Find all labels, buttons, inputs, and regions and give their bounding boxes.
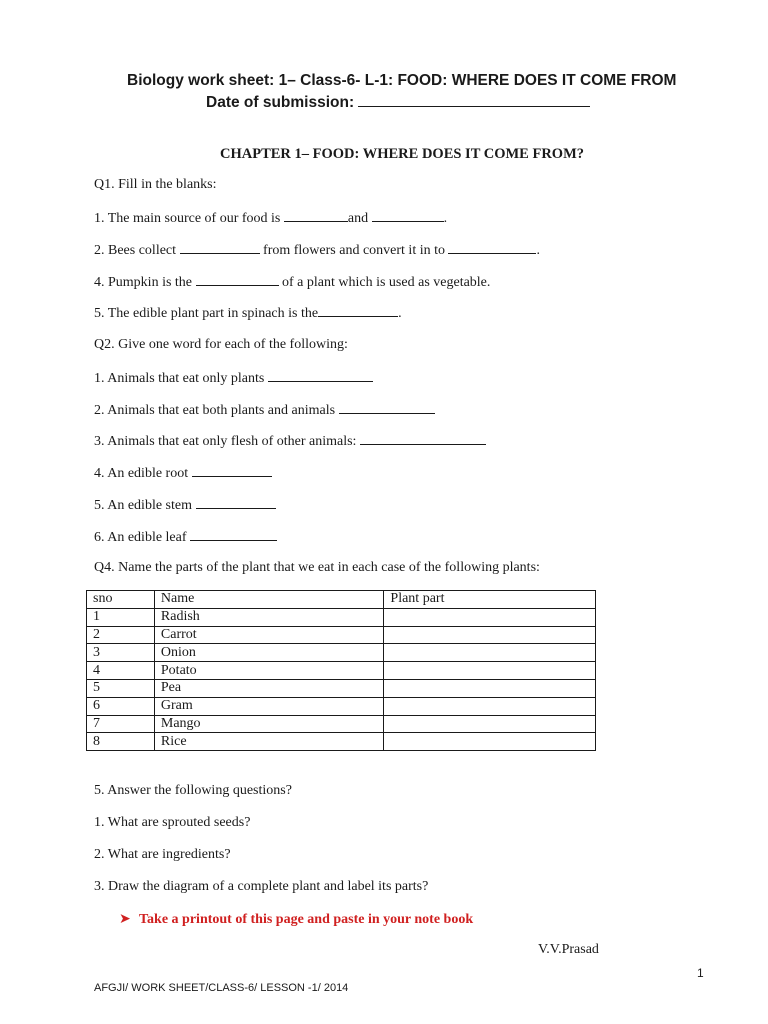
- q1-item-2-blank-1: [180, 241, 260, 254]
- q1-item-4-blank: [318, 304, 398, 317]
- table-row: [87, 715, 596, 733]
- q2-item-3-text: 3. Animals that eat only flesh of other animals:: [94, 434, 360, 449]
- page-footer: AFGJI/ WORK SHEET/CLASS-6/ LESSON -1/ 2014: [94, 982, 349, 994]
- table-cell-name: Carrot: [154, 626, 384, 644]
- table-cell-name: Rice: [154, 733, 384, 751]
- q1-item-2-blank-2: [448, 241, 536, 254]
- q1-item-3-text: 4. Pumpkin is the: [94, 275, 196, 290]
- q4-title: Q4. Name the parts of the plant that we eat in each case of the following plants:: [94, 560, 540, 575]
- table-header-plant-part: Plant part: [384, 591, 596, 609]
- table-cell-name: Radish: [154, 608, 384, 626]
- q5-item-1: 1. What are sprouted seeds?: [94, 815, 251, 830]
- q2-item-1: [94, 369, 373, 387]
- table-cell-plant-part: [384, 644, 596, 662]
- plant-parts-table: [86, 590, 596, 751]
- q1-item-1-blank-1: [284, 209, 348, 222]
- page-number: 1: [697, 966, 704, 980]
- q2-item-6-text: 6. An edible leaf: [94, 530, 191, 545]
- submission-date-blank: [358, 94, 590, 107]
- table-cell-name: Pea: [154, 679, 384, 697]
- table-row: [87, 679, 596, 697]
- table-cell-sno: 8: [87, 733, 155, 751]
- printout-note-text: Take a printout of this page and paste in your note book: [139, 912, 474, 927]
- table-cell-name: Onion: [154, 644, 384, 662]
- table-cell-sno: 2: [87, 626, 155, 644]
- q5-item-3: 3. Draw the diagram of a complete plant and label its parts?: [94, 879, 429, 894]
- q1-item-4-text: 5. The edible plant part in spinach is the: [94, 306, 319, 321]
- q1-item-3-text-2: of a plant which is used as vegetable.: [278, 275, 491, 290]
- table-cell-plant-part: [384, 715, 596, 733]
- q2-item-5-blank: [196, 496, 276, 509]
- q5-item-2: 2. What are ingredients?: [94, 847, 231, 862]
- table-cell-sno: 3: [87, 644, 155, 662]
- table-cell-plant-part: [384, 626, 596, 644]
- arrow-bullet-icon: ➤: [119, 912, 131, 927]
- table-row: [87, 644, 596, 662]
- q2-title: Q2. Give one word for each of the following:: [94, 337, 348, 352]
- table-row: [87, 733, 596, 751]
- table-header-name: Name: [154, 591, 384, 609]
- chapter-title: CHAPTER 1– FOOD: WHERE DOES IT COME FROM?: [220, 146, 585, 162]
- q2-item-6: [94, 528, 277, 546]
- q1-item-1-text-2: and: [347, 211, 372, 226]
- q1-item-1-end: .: [443, 211, 448, 226]
- table-row: [87, 626, 596, 644]
- table-cell-sno: 4: [87, 662, 155, 680]
- q1-item-1-blank-2: [372, 209, 444, 222]
- q2-item-3-blank: [360, 432, 486, 445]
- teacher-signature: V.V.Prasad: [538, 942, 599, 957]
- q2-item-2-blank: [339, 401, 435, 414]
- q1-item-2-text-2: from flowers and convert it in to: [259, 243, 449, 258]
- q1-title: Q1. Fill in the blanks:: [94, 177, 217, 192]
- q2-item-1-text: 1. Animals that eat only plants: [94, 371, 268, 386]
- q2-item-4-blank: [192, 464, 272, 477]
- table-row: [87, 662, 596, 680]
- table-cell-plant-part: [384, 697, 596, 715]
- table-row: [87, 608, 596, 626]
- q1-item-2: [94, 241, 540, 259]
- submission-date-line: [206, 94, 590, 112]
- table-cell-sno: 7: [87, 715, 155, 733]
- q1-item-1: [94, 209, 447, 227]
- table-cell-plant-part: [384, 679, 596, 697]
- q1-item-4: [94, 304, 402, 322]
- table-cell-sno: 1: [87, 608, 155, 626]
- table-cell-name: Mango: [154, 715, 384, 733]
- q2-item-3: [94, 432, 486, 450]
- q1-item-2-text: 2. Bees collect: [94, 243, 180, 258]
- q2-item-5: [94, 496, 276, 514]
- q2-item-1-blank: [268, 369, 373, 382]
- q2-item-6-blank: [190, 528, 277, 541]
- table-cell-sno: 5: [87, 679, 155, 697]
- q1-item-1-text: 1. The main source of our food is: [94, 211, 284, 226]
- q2-item-4: [94, 464, 272, 482]
- q2-item-4-text: 4. An edible root: [94, 466, 192, 481]
- q2-item-2-text: 2. Animals that eat both plants and animals: [94, 403, 339, 418]
- q1-item-3-blank: [196, 273, 279, 286]
- printout-note: [119, 911, 473, 928]
- table-header-row: [87, 591, 596, 609]
- worksheet-title: Biology work sheet: 1– Class-6- L-1: FOOD: WHERE DOES IT COME FROM: [127, 72, 677, 89]
- table-cell-plant-part: [384, 662, 596, 680]
- table-header-sno: sno: [87, 591, 155, 609]
- table-cell-name: Gram: [154, 697, 384, 715]
- table-cell-sno: 6: [87, 697, 155, 715]
- table-cell-plant-part: [384, 733, 596, 751]
- table-row: [87, 697, 596, 715]
- q2-item-5-text: 5. An edible stem: [94, 498, 196, 513]
- q1-item-4-end: .: [398, 306, 402, 321]
- q1-item-2-end: .: [536, 243, 540, 258]
- table-cell-plant-part: [384, 608, 596, 626]
- submission-date-label: Date of submission:: [206, 94, 359, 111]
- q5-title: 5. Answer the following questions?: [94, 783, 292, 798]
- q1-item-3: [94, 273, 490, 291]
- table-cell-name: Potato: [154, 662, 384, 680]
- q2-item-2: [94, 401, 435, 419]
